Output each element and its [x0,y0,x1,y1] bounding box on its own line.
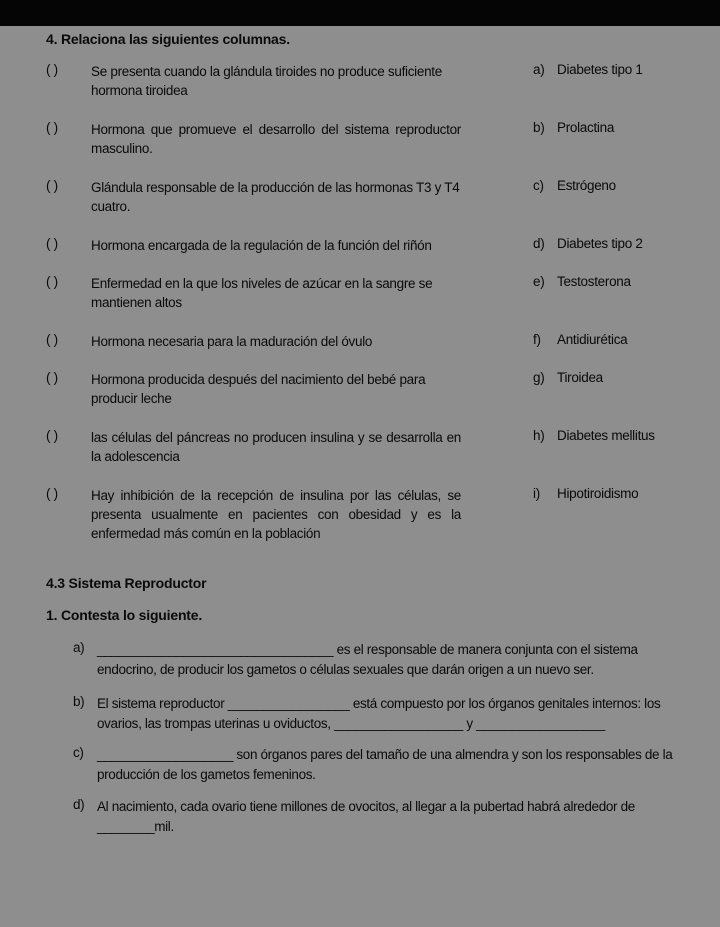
match-statement: Hormona que promueve el desarrollo del sistema reproductor masculino. [91,122,461,156]
match-option [533,370,603,385]
question-text: El sistema reproductor _________________ está compuesto por los órganos genitales internos: los ovarios, las trompas uterinas u oviductos, __________________ y __________________ [97,696,661,731]
match-option [533,178,616,193]
question-text: ___________________ son órganos pares del tamaño de una almendra y son los responsables de la producción de los gametos femeninos. [97,747,673,782]
option-letter: e) [533,274,545,289]
answer-blank[interactable]: ( ) [46,62,58,77]
option-text: Diabetes tipo 1 [557,62,643,77]
option-text: Estrógeno [557,178,616,193]
answer-blank[interactable]: ( ) [46,178,58,193]
option-text: Antidiurética [557,332,628,347]
match-statement: Hormona encargada de la regulación de la función del riñón [91,238,432,253]
option-letter: a) [533,62,545,77]
option-letter: c) [533,178,544,193]
question-label: d) [73,797,85,812]
option-letter: b) [533,120,545,135]
answer-blank[interactable]: ( ) [46,236,58,251]
match-option [533,486,638,501]
answer-blank[interactable]: ( ) [46,428,58,443]
match-statement: Hay inhibición de la recepción de insulina por las células, se presenta usualmente en pacientes con obesidad y es la enfermedad más común en la población [91,488,461,541]
answer-blank[interactable]: ( ) [46,120,58,135]
question-label: c) [73,745,84,760]
question-label: a) [73,640,85,655]
answer-blank[interactable]: ( ) [46,332,58,347]
match-option [533,120,614,135]
section-4-3-heading: 4.3 Sistema Reproductor [46,575,207,591]
match-statement: Glándula responsable de la producción de las hormonas T3 y T4 cuatro. [91,180,460,214]
match-statement: Hormona necesaria para la maduración del óvulo [91,334,373,349]
question-text: Al nacimiento, cada ovario tiene millones de ovocitos, al llegar a la pubertad habrá alrededor de ________mil. [97,799,635,834]
match-statement: Enfermedad en la que los niveles de azúcar en la sangre se mantienen altos [91,276,433,310]
option-letter: h) [533,428,545,443]
match-statement: Hormona producida después del nacimiento del bebé para producir leche [91,372,426,406]
match-option [533,62,643,77]
option-letter: d) [533,236,545,251]
match-statement: las células del páncreas no producen insulina y se desarrolla en la adolescencia [91,430,461,464]
match-option [533,428,655,443]
match-option [533,236,643,251]
option-text: Testosterona [557,274,631,289]
option-text: Diabetes mellitus [557,428,655,443]
option-text: Diabetes tipo 2 [557,236,643,251]
section-4-title: 4. Relaciona las siguientes columnas. [46,31,290,47]
contesta-subheading: 1. Contesta lo siguiente. [46,607,203,623]
option-letter: f) [533,332,541,347]
option-letter: g) [533,370,545,385]
question-label: b) [73,694,85,709]
match-statement: Se presenta cuando la glándula tiroides no produce suficiente hormona tiroidea [91,64,442,98]
match-option [533,274,631,289]
answer-blank[interactable]: ( ) [46,486,58,501]
answer-blank[interactable]: ( ) [46,370,58,385]
option-text: Tiroidea [557,370,603,385]
option-text: Prolactina [557,120,615,135]
match-option [533,332,627,347]
option-text: Hipotiroidismo [557,486,639,501]
answer-blank[interactable]: ( ) [46,274,58,289]
question-text: _________________________________ es el responsable de manera conjunta con el sistema endocrino, de producir los gametos o células sexuales que darán origen a un nuevo ser. [97,642,638,677]
top-black-bar [0,0,720,26]
option-letter: i) [533,486,540,501]
